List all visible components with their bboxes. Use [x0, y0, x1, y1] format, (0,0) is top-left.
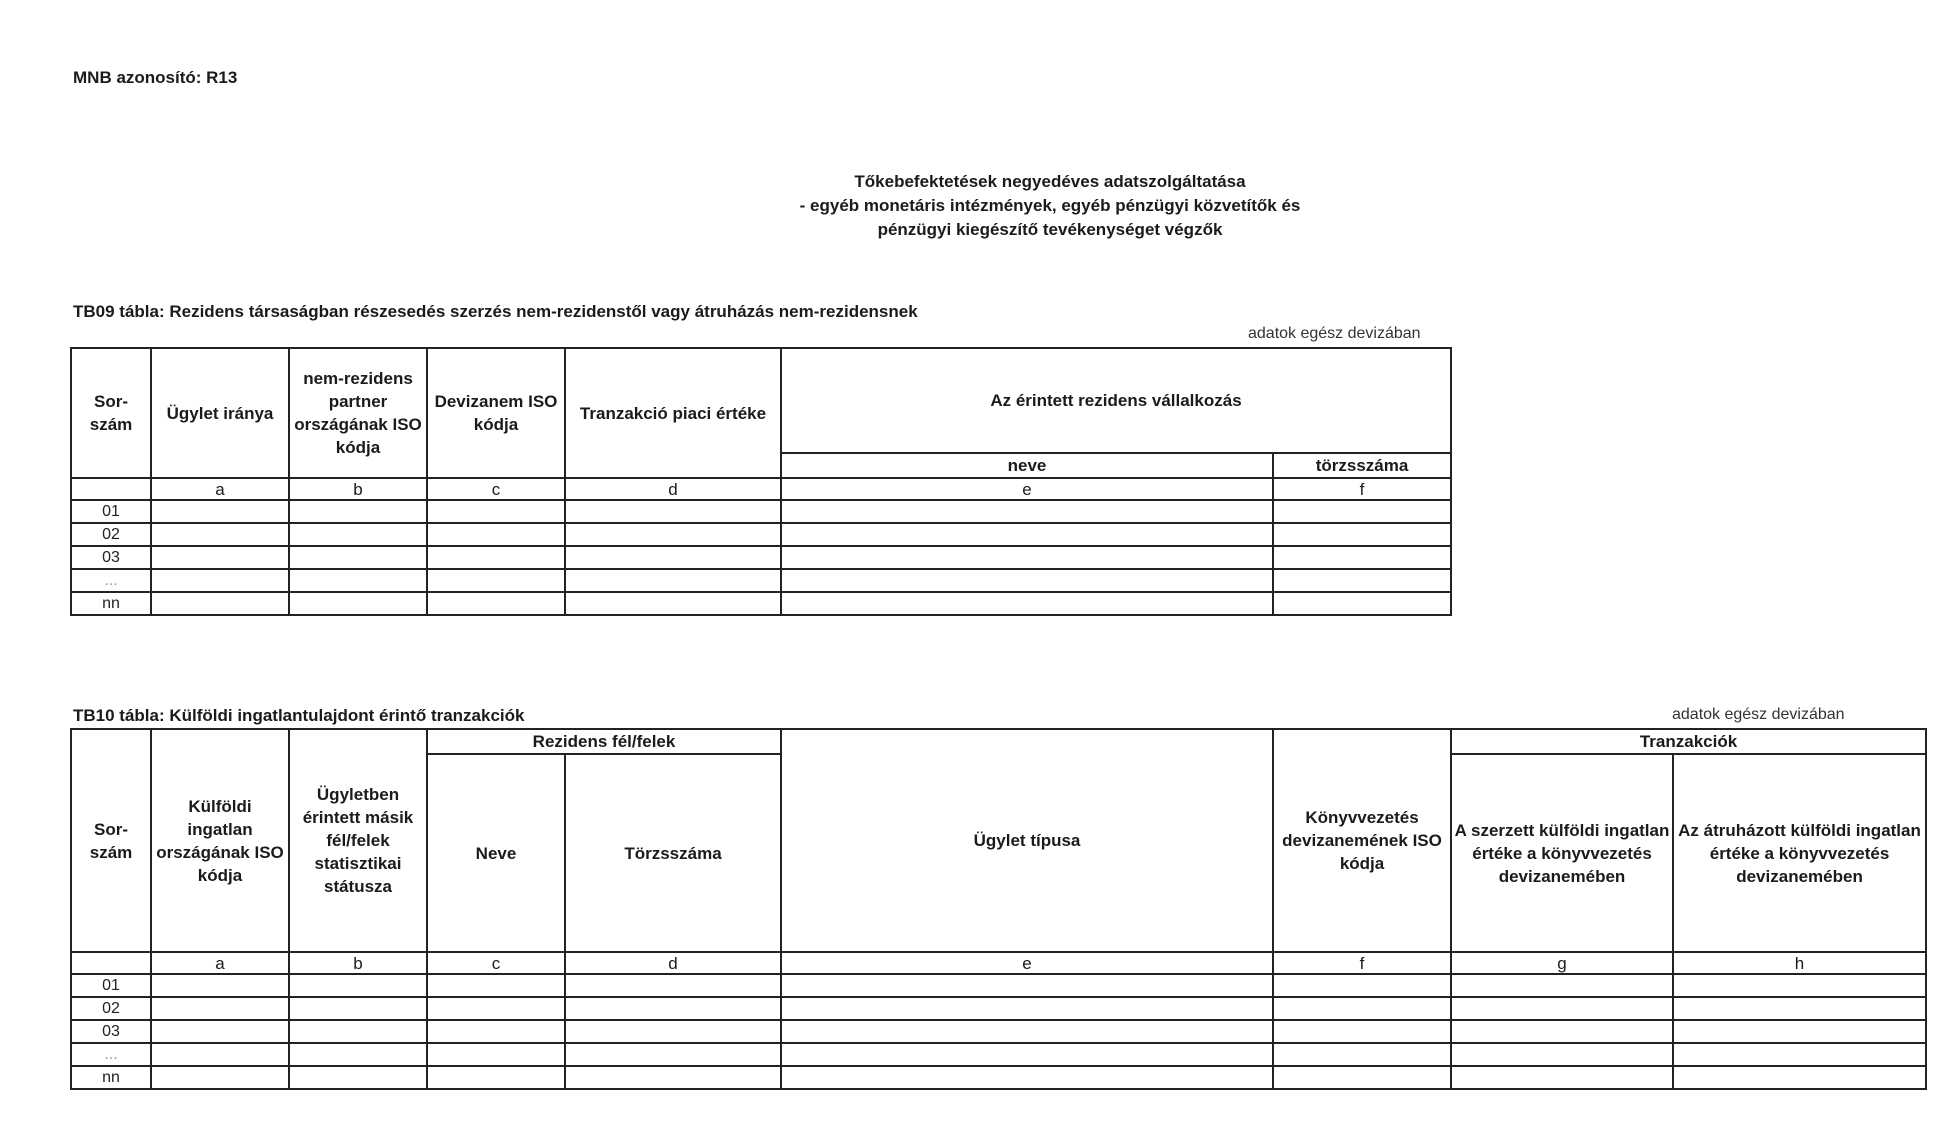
data-cell[interactable] — [1273, 1020, 1451, 1043]
data-cell[interactable] — [289, 546, 427, 569]
table-row — [71, 592, 1451, 615]
data-cell[interactable] — [565, 546, 781, 569]
tb10-header-statusz: Ügyletben érintett másik fél/felek statisztikai státusza — [289, 729, 427, 952]
data-cell[interactable] — [1273, 974, 1451, 997]
data-cell[interactable] — [289, 592, 427, 615]
data-cell[interactable] — [1273, 523, 1451, 546]
data-cell[interactable] — [289, 1043, 427, 1066]
tb10-header-rezidens-felek: Rezidens fél/felek — [427, 729, 781, 754]
data-cell[interactable] — [1673, 1043, 1926, 1066]
data-cell[interactable] — [151, 1020, 289, 1043]
tb09-header-devizanem-iso: Devizanem ISO kódja — [427, 348, 565, 478]
row-number: nn — [71, 1066, 151, 1089]
tb10-letter-d: d — [565, 952, 781, 974]
tb09-table — [70, 347, 1452, 616]
title-line-2: - egyéb monetáris intézmények, egyéb pénzügyi közvetítők és — [799, 196, 1301, 215]
tb09-letter-e: e — [781, 478, 1273, 500]
data-cell[interactable] — [151, 974, 289, 997]
data-cell[interactable] — [151, 1066, 289, 1089]
data-cell[interactable] — [1451, 974, 1673, 997]
table-row — [71, 500, 1451, 523]
tb10-header-tranzakciok: Tranzakciók — [1451, 729, 1926, 754]
tb10-header-ugylet-tipusa: Ügylet típusa — [781, 729, 1273, 952]
tb09-header-tranzakcio-ertek: Tranzakció piaci értéke — [565, 348, 781, 478]
data-cell[interactable] — [565, 1020, 781, 1043]
row-number: nn — [71, 592, 151, 615]
tb09-letter-b: b — [289, 478, 427, 500]
tb09-letter-c: c — [427, 478, 565, 500]
tb09-letter-a: a — [151, 478, 289, 500]
data-cell[interactable] — [1273, 1043, 1451, 1066]
data-cell[interactable] — [1273, 500, 1451, 523]
tb10-letter-b: b — [289, 952, 427, 974]
tb09-letter-f: f — [1273, 478, 1451, 500]
data-cell[interactable] — [781, 523, 1273, 546]
data-cell[interactable] — [151, 569, 289, 592]
data-cell[interactable] — [1673, 974, 1926, 997]
row-number: 01 — [71, 974, 151, 997]
data-cell[interactable] — [781, 592, 1273, 615]
data-cell[interactable] — [781, 500, 1273, 523]
tb10-header-szerzett-ertek: A szerzett külföldi ingatlan értéke a könyvvezetés devizanemében — [1451, 754, 1673, 952]
tb09-header-ugylet-iranya: Ügylet iránya — [151, 348, 289, 478]
data-cell[interactable] — [427, 592, 565, 615]
table-row — [71, 569, 1451, 592]
tb10-header-neve: Neve — [427, 754, 565, 952]
data-cell[interactable] — [1451, 997, 1673, 1020]
table-row — [71, 974, 1926, 997]
data-cell[interactable] — [427, 1020, 565, 1043]
data-cell[interactable] — [1273, 997, 1451, 1020]
data-cell[interactable] — [565, 569, 781, 592]
data-cell[interactable] — [427, 997, 565, 1020]
data-cell[interactable] — [1451, 1043, 1673, 1066]
tb09-unit-note: adatok egész devizában — [1248, 325, 1421, 342]
data-cell[interactable] — [565, 592, 781, 615]
data-cell[interactable] — [1273, 592, 1451, 615]
data-cell[interactable] — [781, 997, 1273, 1020]
data-cell[interactable] — [427, 546, 565, 569]
row-number: ... — [71, 569, 151, 592]
tb09-letter-d: d — [565, 478, 781, 500]
data-cell[interactable] — [565, 1043, 781, 1066]
tb10-header-atruhazott-ertek: Az átruházott külföldi ingatlan értéke a könyvvezetés devizanemében — [1673, 754, 1926, 952]
data-cell[interactable] — [427, 569, 565, 592]
data-cell[interactable] — [1273, 569, 1451, 592]
row-number: 02 — [71, 997, 151, 1020]
tb09-letter-blank — [71, 478, 151, 500]
tb10-title: TB10 tábla: Külföldi ingatlantulajdont érintő tranzakciók — [73, 706, 525, 725]
data-cell[interactable] — [565, 500, 781, 523]
data-cell[interactable] — [151, 546, 289, 569]
tb10-header-kulfoldi-iso: Külföldi ingatlan országának ISO kódja — [151, 729, 289, 952]
tb10-letter-blank — [71, 952, 151, 974]
tb09-header-partner-iso: nem-rezidens partner országának ISO kódja — [289, 348, 427, 478]
data-cell[interactable] — [565, 997, 781, 1020]
tb10-unit-note: adatok egész devizában — [1672, 706, 1845, 723]
tb10-header-sorszam: Sor-szám — [71, 729, 151, 952]
data-cell[interactable] — [427, 500, 565, 523]
data-cell[interactable] — [781, 1043, 1273, 1066]
row-number: 01 — [71, 500, 151, 523]
data-cell[interactable] — [151, 1043, 289, 1066]
data-cell[interactable] — [565, 523, 781, 546]
data-cell[interactable] — [565, 1066, 781, 1089]
data-cell[interactable] — [289, 997, 427, 1020]
data-cell[interactable] — [151, 997, 289, 1020]
tb09-header-torzsszama: törzsszáma — [1273, 453, 1451, 478]
tb10-header-torzsszama: Törzsszáma — [565, 754, 781, 952]
tb10-letter-e: e — [781, 952, 1273, 974]
data-cell[interactable] — [781, 1066, 1273, 1089]
data-cell[interactable] — [781, 1020, 1273, 1043]
data-cell[interactable] — [781, 974, 1273, 997]
data-cell[interactable] — [1451, 1020, 1673, 1043]
row-number: 02 — [71, 523, 151, 546]
data-cell[interactable] — [289, 500, 427, 523]
tb09-header-erintett-vallalkozas: Az érintett rezidens vállalkozás — [781, 348, 1451, 453]
data-cell[interactable] — [781, 569, 1273, 592]
data-cell[interactable] — [1673, 1066, 1926, 1089]
data-cell[interactable] — [1273, 1066, 1451, 1089]
data-cell[interactable] — [151, 523, 289, 546]
data-cell[interactable] — [427, 1066, 565, 1089]
tb09-header-neve: neve — [781, 453, 1273, 478]
data-cell[interactable] — [1673, 997, 1926, 1020]
table-row — [71, 1020, 1926, 1043]
tb10-letter-a: a — [151, 952, 289, 974]
data-cell[interactable] — [1673, 1020, 1926, 1043]
data-cell[interactable] — [289, 974, 427, 997]
data-cell[interactable] — [1273, 546, 1451, 569]
data-cell[interactable] — [565, 974, 781, 997]
tb10-table — [70, 728, 1927, 1090]
data-cell[interactable] — [427, 523, 565, 546]
row-number: 03 — [71, 1020, 151, 1043]
data-cell[interactable] — [289, 1020, 427, 1043]
data-cell[interactable] — [289, 569, 427, 592]
tb10-letter-f: f — [1273, 952, 1451, 974]
table-row — [71, 1066, 1926, 1089]
tb10-letter-h: h — [1673, 952, 1926, 974]
data-cell[interactable] — [289, 523, 427, 546]
data-cell[interactable] — [151, 592, 289, 615]
tb10-letter-c: c — [427, 952, 565, 974]
data-cell[interactable] — [427, 1043, 565, 1066]
table-row — [71, 546, 1451, 569]
table-row — [71, 997, 1926, 1020]
tb09-title: TB09 tábla: Rezidens társaságban részesedés szerzés nem-rezidenstől vagy átruházás nem-rezidensnek — [73, 302, 918, 321]
mnb-identifier: MNB azonosító: R13 — [73, 68, 238, 87]
tb10-header-konyvvezetes-iso: Könyvvezetés devizanemének ISO kódja — [1273, 729, 1451, 952]
data-cell[interactable] — [1451, 1066, 1673, 1089]
title-line-1: Tőkebefektetések negyedéves adatszolgáltatása — [854, 172, 1246, 191]
tb09-header-sorszam: Sor-szám — [71, 348, 151, 478]
row-number: 03 — [71, 546, 151, 569]
tb10-letter-g: g — [1451, 952, 1673, 974]
row-number: ... — [71, 1043, 151, 1066]
data-cell[interactable] — [289, 1066, 427, 1089]
data-cell[interactable] — [151, 500, 289, 523]
table-row — [71, 523, 1451, 546]
data-cell[interactable] — [781, 546, 1273, 569]
document-title — [600, 170, 1500, 242]
data-cell[interactable] — [427, 974, 565, 997]
table-row — [71, 1043, 1926, 1066]
title-line-3: pénzügyi kiegészítő tevékenységet végzők — [877, 220, 1223, 239]
